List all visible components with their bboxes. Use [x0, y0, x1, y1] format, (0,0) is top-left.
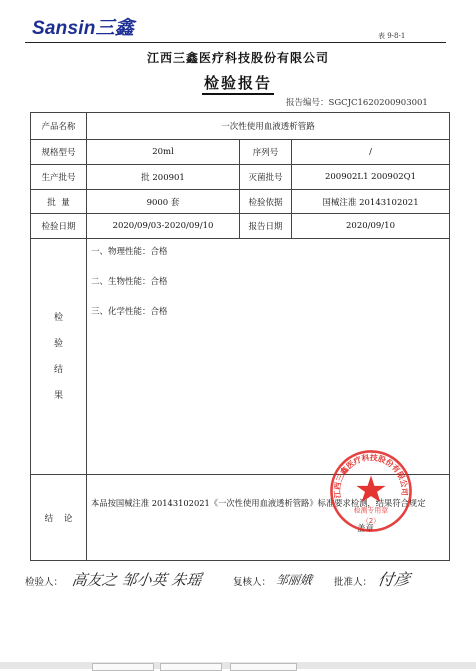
approver-signature: 付彦: [376, 570, 412, 589]
product-name-label: 产品名称: [31, 113, 87, 140]
sterile-value: 200902L1 200902Q1: [292, 165, 450, 190]
reviewer-signature: 邹丽娥: [274, 573, 313, 587]
results-label-char: 检: [53, 312, 63, 323]
table-row: [31, 113, 450, 140]
sterile-label: 灭菌批号: [240, 165, 292, 190]
company-name: 江西三鑫医疗科技股份有限公司: [146, 51, 329, 65]
table-row: [31, 190, 450, 214]
result-biological: 二、生物性能：合格: [91, 277, 168, 287]
company-logo: Sansin三鑫: [32, 18, 134, 39]
taskbar-tab[interactable]: [230, 663, 297, 671]
bottom-taskbar: [0, 662, 476, 669]
official-seal: [328, 448, 414, 534]
results-cell: [87, 239, 450, 475]
results-label-char: 验: [53, 338, 63, 349]
serial-value: /: [292, 140, 450, 165]
results-label-char: 结: [53, 364, 63, 375]
table-row: [31, 214, 450, 239]
basis-value: 国械注准 20143102021: [292, 190, 450, 214]
quantity-label: 批 量: [31, 190, 87, 214]
spec-value: 20ml: [87, 140, 240, 165]
header-divider: [25, 42, 446, 43]
seal-number: （2）: [361, 516, 381, 525]
approver-label: 批准人：: [334, 577, 373, 588]
product-name-value: 一次性使用血液透析管路: [87, 113, 450, 140]
seal-ring-text: 江西三鑫医疗科技股份有限公司: [332, 452, 410, 499]
inspector-label: 检验人：: [25, 577, 64, 588]
result-chemical: 三、化学性能：合格: [91, 307, 168, 317]
form-number: 表 9-8-1: [378, 32, 406, 40]
report-title-text: 检验报告: [202, 74, 274, 95]
result-physical: 一、物理性能：合格: [91, 247, 168, 257]
results-label-char: 果: [53, 390, 63, 401]
table-row: [31, 239, 450, 475]
report-title: [0, 72, 476, 93]
test-date-value: 2020/09/03-2020/09/10: [87, 214, 240, 239]
seal-star-icon: [356, 476, 385, 503]
serial-label: 序列号: [240, 140, 292, 165]
quantity-value: 9000 套: [87, 190, 240, 214]
table-row: [31, 165, 450, 190]
test-date-label: 检验日期: [31, 214, 87, 239]
basis-label: 检验依据: [240, 190, 292, 214]
conclusion-label: 结 论: [31, 475, 87, 561]
report-date-label: 报告日期: [240, 214, 292, 239]
seal-label: 盖章: [357, 524, 375, 534]
inspector-signatures: 高友之 邹小英 朱瑶: [70, 571, 203, 589]
taskbar-tab[interactable]: [160, 663, 222, 671]
batch-label: 生产批号: [31, 165, 87, 190]
taskbar-tab[interactable]: [92, 663, 154, 671]
conclusion-text: 本品按国械注准 20143102021《一次性使用血液透析管路》标准要求检测，结果符合规定: [91, 498, 426, 508]
report-number: 报告编号：SGCJC1620200903001: [286, 98, 428, 108]
reviewer-label: 复核人：: [233, 577, 272, 588]
report-date-value: 2020/09/10: [292, 214, 450, 239]
table-row: [31, 140, 450, 165]
batch-value: 批 200901: [87, 165, 240, 190]
results-label: [31, 239, 87, 475]
spec-label: 规格型号: [31, 140, 87, 165]
seal-center-text: 检测专用章: [353, 506, 389, 515]
